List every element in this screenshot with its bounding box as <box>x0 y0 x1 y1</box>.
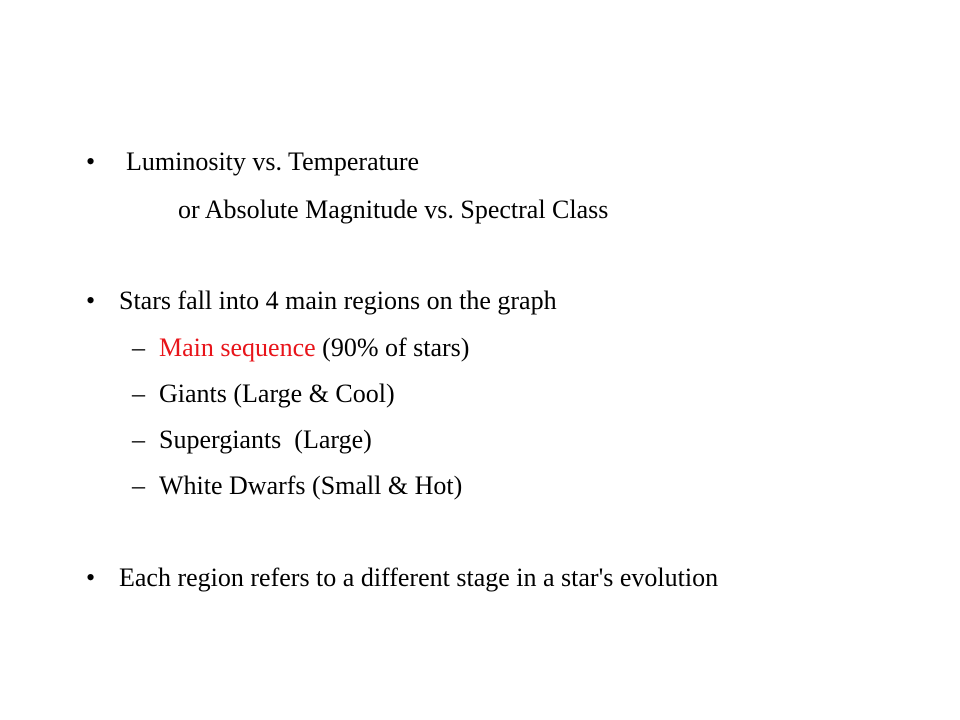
bullet-continuation-magnitude: or Absolute Magnitude vs. Spectral Class <box>178 195 609 224</box>
sub-bullet-dash: – <box>132 333 145 362</box>
sub-bullet-dash: – <box>132 425 145 454</box>
sub-bullet-dash: – <box>132 379 145 408</box>
bullet-text-luminosity: Luminosity vs. Temperature <box>126 147 420 176</box>
bullet-marker: • <box>86 563 96 592</box>
subitem-supergiants: Supergiants (Large) <box>159 425 372 454</box>
subitem-main-sequence <box>159 333 469 363</box>
subitem-main-sequence-rest: (90% of stars) <box>315 333 470 362</box>
bullet-text-regions: Stars fall into 4 main regions on the graph <box>119 286 557 315</box>
subitem-white-dwarfs: White Dwarfs (Small & Hot) <box>159 471 463 500</box>
bullet-marker: • <box>86 286 96 315</box>
bullet-marker: • <box>86 147 96 176</box>
highlight-main-sequence: Main sequence <box>159 333 316 362</box>
sub-bullet-dash: – <box>132 471 145 500</box>
bullet-text-evolution: Each region refers to a different stage in a star's evolution <box>119 563 719 592</box>
subitem-giants: Giants (Large & Cool) <box>159 379 395 408</box>
